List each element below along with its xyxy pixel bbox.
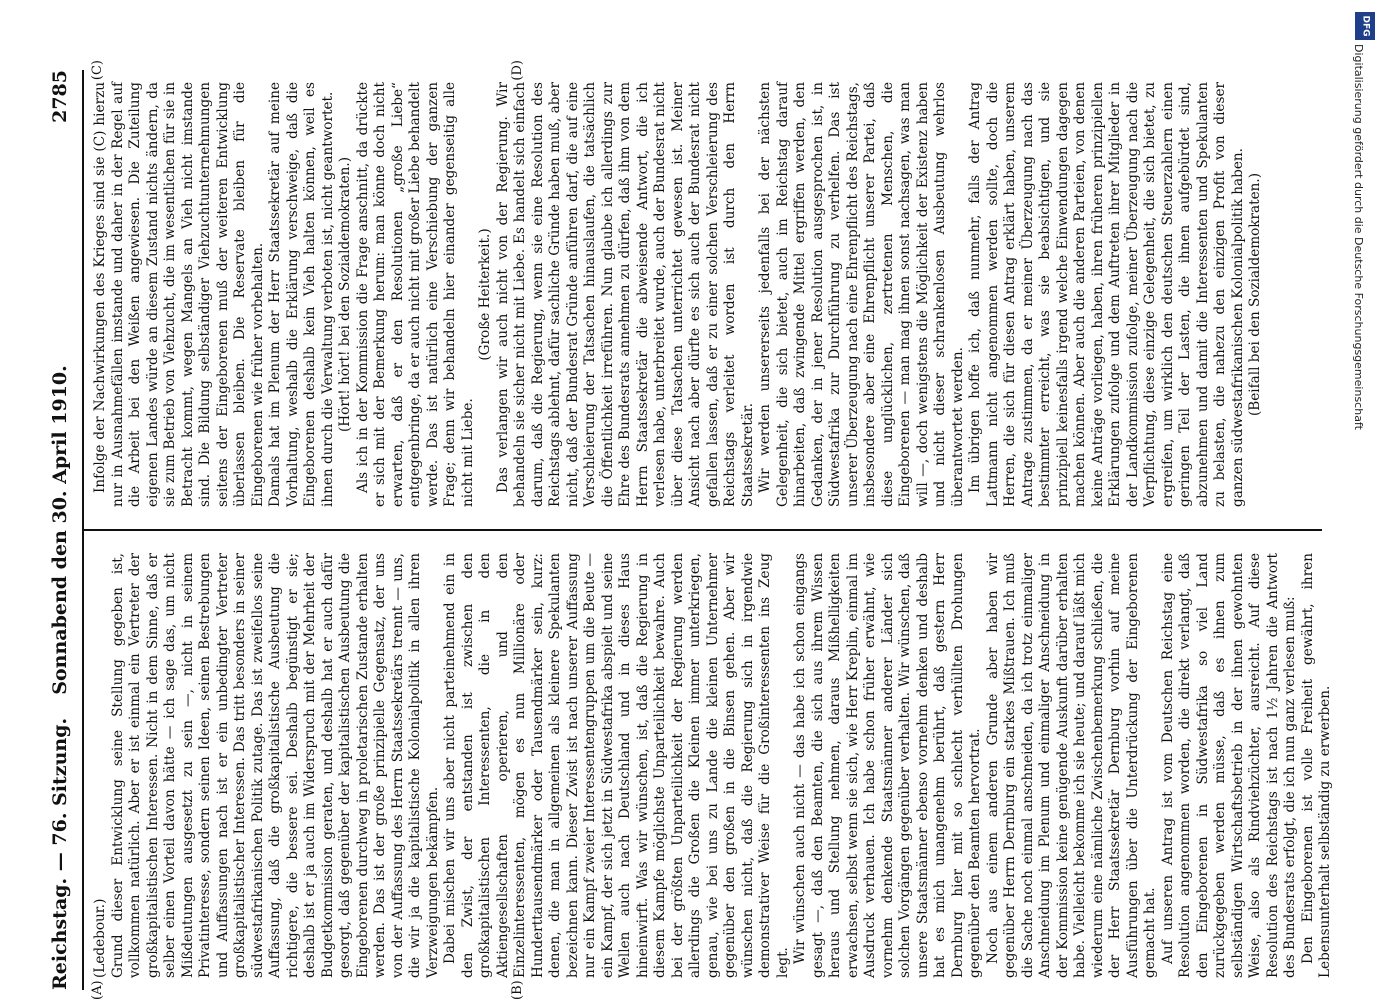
digitization-credit: Digitalisierung gefördert durch die Deutsche Forschungsgemeinschaft xyxy=(1352,44,1365,430)
left-column xyxy=(92,553,1333,978)
dfg-logo-text: DFG xyxy=(1360,15,1371,37)
paragraph: Im übrigen hoffe ich, daß nunmehr, falls der Antrag Lattmann nicht angenommen werden sollte, doch die Herren, die sich für diesen Antrag erklärt haben, unserem Antrage zustimmen, da er meiner Überzeugung nach das bestimmter erreicht, was sie beabsichtigen, und sie prinzipiell keinesfalls irgend welche Einwendungen dagegen machen können. Aber auch die anderen Parteien, von denen keine Anträge vorliegen, haben, ihren früheren prinzipiellen Erklärungen zufolge und dem Auftreten ihrer Mitglieder in der Landkommission zufolge, meiner Überzeugung nach die Verpflichtung, diese einzige Gelegenheit, die sich bietet, zu ergreifen, um wirklich den deutschen Steuerzahlern einen geringen Teil der Lasten, die ihnen aufgebürdet sind, abzunehmen und damit die Interessenten und Spekulanten zu belasten, die nahezu den einzigen Profit von dieser ganzen südwestafrikanischen Kolonialpolitik haben. xyxy=(967,82,1246,507)
margin-marker-c: (C) xyxy=(90,60,105,81)
header-date: Sonnabend den 30. April 1910. xyxy=(49,365,71,695)
header-left: Reichstag. — 76. Sitzung. xyxy=(49,717,71,990)
paragraph: Dabei mischen wir uns aber nicht parteinehmend ein in den Zwist, der entstanden ist zwischen den großkapitalistischen Interessenten, die in den Aktiengesellschaften operieren, und den Einzelinteressenten, mögen es nun Millionäre oder Hunderttausendmärker oder Tausendmärker sein, kurz: denen, die man in allgemeinen als kleinere Spekulanten bezeichnen kann. Dieser Zwist ist nach unserer Auffassung nur ein Kampf zweier Interessentengruppen um die Beute — ein Kampf, der sich jetzt in Südwestafrika abspielt und seine Wellen auch nach Deutschland und in dieses Haus hineinwirft. Was wir wünschen, ist, daß die Regierung in diesem Kampfe möglichste Unparteilichkeit bewahre. Auch bei der größten Unparteilichkeit der Regierung werden allerdings die Großen die Kleinen immer unterkriegen, genau, wie bei uns zu Lande die kleinen Unternehmer gegenüber den großen in die Binsen gehen. Aber wir wünschen nicht, daß die Regierung sich in irgendwie demonstrativer Weise für die Großinteressenten ins Zeug legt. xyxy=(442,553,791,978)
paragraph: Grund dieser Entwicklung seine Stellung gegeben ist, vollkommen natürlich. Aber er ist einmal ein Vertreter der großkapitalistischen Interessen. Nicht in dem Sinne, daß er selber einen Vorteil davon hätte — ich sage das, um nicht Mißdeutungen ausgesetzt zu sein —, nicht in seinem Privatinteresse, sondern seinen Ideen, seinen Bestrebungen und Auffassungen nach ist er ein unbedingter Vertreter großkapitalistischer Interessen. Das tritt besonders in seiner südwestafrikanischen Politik zutage. Das ist zweifellos seine Auffassung, daß die großkapitalistische Ausbeutung die richtigere, die bessere sei. Deshalb begünstigt er sie; deshalb ist er ja auch im Widerspruch mit der Mehrheit der Budgetkommission geraten, und deshalb hat er auch dafür gesorgt, daß gegenüber der kapitalistischen Ausbeutung die Eingeborenen durchweg in proletarischen Zustande erhalten werden. Das ist der große prinzipielle Gegensatz, der uns von der Auffassung des Herrn Staatssekretärs trennt — uns, die wir ja die kapitalistische Kolonialpolitik in allen ihren Verzweigungen bekämpfen. xyxy=(109,553,441,978)
paragraph: (Große Heiterkeit.) xyxy=(477,228,493,361)
margin-marker-a: (A) xyxy=(90,980,105,1000)
digitization-sidenote xyxy=(1353,12,1377,988)
right-column xyxy=(92,82,1322,507)
page-number: 2785 xyxy=(49,70,71,123)
paragraph: Das verlangen wir auch nicht von der Regierung. Wir behandeln sie sicher nicht mit Liebe. Es handelt sich einfach darum, daß die Regierung, wenn sie eine Resolution des Reichstags ablehnt, dafür sachliche Gründe haben muß, aber nicht, daß der Bundesrat Gründe anführen darf, die auf eine Verschleierung der Tatsachen hinauslaufen, die tatsächlich die Öffentlichkeit irreführen. Nun glaube ich allerdings zur Ehre des Bundesrats annehmen zu dürfen, daß ihm von dem Herrn Staatssekretär die abweisende Antwort, die ich verlesen habe, unterbreitet wurde, auch der Bundesrat nicht über diese Tatsachen unterrichtet gewesen ist. Meiner Ansicht nach aber dürfte es sich auch der Bundesrat nicht gefallen lassen, daß er zu einer solchen Verschleierung des Reichstags verleitet worden ist durch den Herrn Staatssekretär. xyxy=(494,82,756,507)
paragraph: (Ledebour.) xyxy=(92,898,108,978)
paragraph: Wir werden unsererseits jedenfalls bei der nächsten Gelegenheit, die sich bietet, auch im Reichstag darauf hinarbeiten, daß zwingende Mittel ergriffen werden, den Gedanken, der in jener Resolution ausgesprochen ist, in Südwestafrika zur Durchführung zu verhelfen. Das ist unserer Überzeugung nach eine Ehrenpflicht des Reichstags, insbesondere aber eine Ehrenpflicht unserer Partei, daß diese unglücklichen, zertretenen Menschen, die Eingeborenen — man mag ihnen sonst nachsagen, was man will —, doch wenigstens die Möglichkeit der Existenz haben und nicht dieser schrankenlosen Ausbeutung wehrlos überantwortet werden. xyxy=(757,82,966,507)
margin-marker-b: (B) xyxy=(510,980,525,1000)
paragraph: Noch aus einem anderen Grunde aber haben wir gegenüber Herrn Dernburg ein starkes Mißtrauen. Ich muß die Sache noch einmal anschneiden, da ich trotz einmaliger Anschneidung im Plenum und einmaliger Anschneidung in der Kommission keine genügende Auskunft darüber erhalten habe. Vielleicht bekomme ich sie heute; und darauf läßt mich wiederum eine nämliche Zwischenbemerkung schließen, die der Herr Staatssekretär Dernburg vorhin auf meine Ausführungen über die Unterdrückung der Eingeborenen gemacht hat. xyxy=(984,553,1158,978)
dfg-logo xyxy=(1355,12,1375,40)
paragraph: Damals hat im Plenum der Herr Staatssekretär auf meine Vorhaltung, weshalb die Erklärung verschweige, daß die Eingeborenen deshalb kein Vieh halten können, weil es ihnen durch die Verwaltung verboten ist, nicht geantwortet. xyxy=(267,82,336,507)
paragraph: Auf unseren Antrag ist vom Deutschen Reichstag eine Resolution angenommen worden, die direkt verlangt, daß den Eingeborenen in Südwestafrika so viel Land zurückgegeben werden müsse, daß es ihnen zum selbständigen Wirtschaftsbetrieb in der ihnen gewohnten Weise, also als Rindviehzüchter, ausreicht. Auf diese Resolution des Reichstags ist nach 1½ Jahren die Antwort des Bundesrats erfolgt, die ich nun ganz verlesen muß: xyxy=(1159,553,1298,978)
paragraph: Als ich in der Kommission die Frage anschnitt, da drückte er sich mit der Bemerkung herum: man könne doch nicht erwarten, daß er den Resolutionen „große Liebe“ entgegenbringe, da er auch nicht mit großer Liebe behandelt werde. Das ist natürlich eine Verschiebung der ganzen Frage; denn wir behandeln hier einander gegenseitig alle nicht mit Liebe. xyxy=(354,82,476,507)
paragraph: Wir wünschen auch nicht — das habe ich schon eingangs gesagt —, daß den Beamten, die sich aus ihrem Wissen heraus und Stellung nehmen, daraus Mißhelligkeiten erwachsen, selbst wenn sie sich, wie Herr Kreplin, einmal im Ausdruck verhauen. Ich habe schon früher erwähnt, wie vornehm denkende Staatsmänner anderer Länder sich solchen Vorgängen gegenüber verhalten. Wir wünschen, daß unsere Staatsmänner ebenso vornehm denken und deshalb hat es mich unangenehm berührt, daß gestern Herr Dernburg hier mit so schlecht verhüllten Drohungen gegenüber den Beamten hervortrat. xyxy=(792,553,983,978)
margin-marker-d: (D) xyxy=(510,60,525,81)
page-header xyxy=(40,70,80,990)
paragraph: (Hört! hört! bei den Sozialdemokraten.) xyxy=(337,157,353,433)
paragraph: Den Eingeborenen ist volle Freiheit gewährt, ihren Lebensunterhalt selbständig zu erwerben. xyxy=(1299,553,1333,978)
rotated-newspaper-page xyxy=(40,60,1333,1000)
paragraph: Infolge der Nachwirkungen des Krieges sind sie (C) hierzu nur in Ausnahmefällen imstande und daher in der Regel auf die Arbeit bei den Weißen angewiesen. Die Zuteilung eigenen Landes würde an diesem Zustand nichts ändern, da sie zum Betrieb von Viehzucht, die im wesentlichen für sie in Betracht kommt, wegen Mangels an Vieh nicht imstande sind. Die Bildung selbständiger Viehzuchtunternehmungen seitens der Eingeborenen muß der weiteren Entwicklung überlassen bleiben. Die Reservate bleiben für die Eingeborenen wie früher vorbehalten. xyxy=(92,82,266,507)
column-divider xyxy=(84,529,1322,531)
paragraph: (Beifall bei den Sozialdemokraten.) xyxy=(1247,172,1263,417)
